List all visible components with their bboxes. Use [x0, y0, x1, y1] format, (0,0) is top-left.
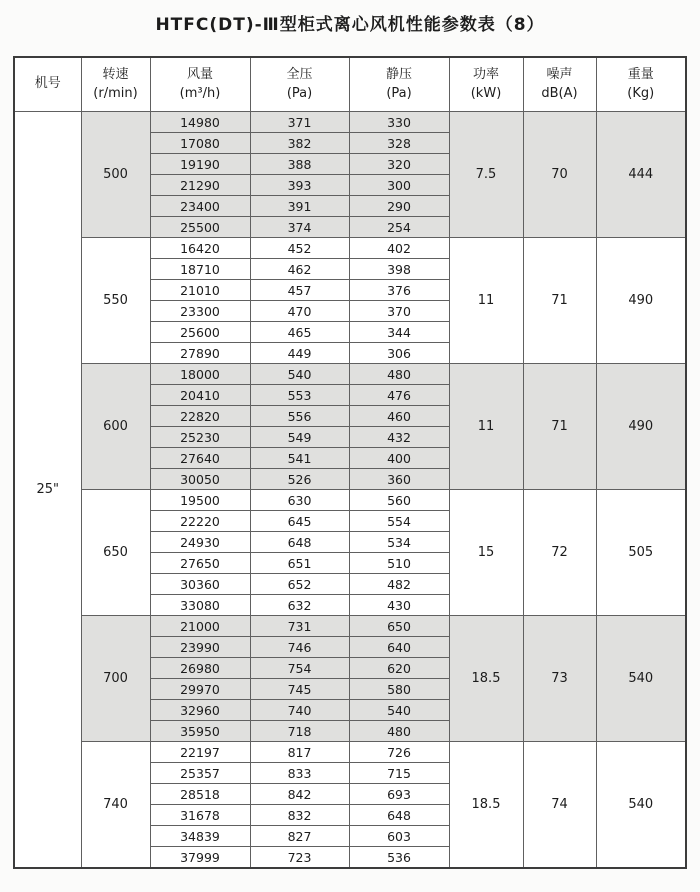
- weight-cell: 490: [596, 238, 686, 364]
- airflow-cell: 21290: [150, 175, 250, 196]
- total-pressure-cell: 553: [250, 385, 349, 406]
- airflow-cell: 18000: [150, 364, 250, 385]
- speed-cell: 650: [81, 490, 150, 616]
- total-pressure-cell: 731: [250, 616, 349, 637]
- power-cell: 15: [449, 490, 523, 616]
- static-pressure-cell: 330: [349, 112, 449, 133]
- airflow-cell: 19500: [150, 490, 250, 511]
- airflow-cell: 35950: [150, 721, 250, 742]
- power-cell: 7.5: [449, 112, 523, 238]
- noise-cell: 71: [523, 238, 596, 364]
- total-pressure-cell: 745: [250, 679, 349, 700]
- header-label: 机号: [34, 76, 61, 92]
- total-pressure-cell: 541: [250, 448, 349, 469]
- airflow-cell: 25357: [150, 763, 250, 784]
- airflow-cell: 22820: [150, 406, 250, 427]
- static-pressure-cell: 554: [349, 511, 449, 532]
- airflow-cell: 19190: [150, 154, 250, 175]
- total-pressure-cell: 827: [250, 826, 349, 847]
- static-pressure-cell: 398: [349, 259, 449, 280]
- static-pressure-cell: 480: [349, 721, 449, 742]
- total-pressure-cell: 723: [250, 847, 349, 869]
- airflow-cell: 26980: [150, 658, 250, 679]
- airflow-cell: 14980: [150, 112, 250, 133]
- total-pressure-cell: 648: [250, 532, 349, 553]
- airflow-cell: 33080: [150, 595, 250, 616]
- total-pressure-cell: 526: [250, 469, 349, 490]
- total-pressure-cell: 391: [250, 196, 349, 217]
- total-pressure-cell: 549: [250, 427, 349, 448]
- total-pressure-cell: 817: [250, 742, 349, 763]
- page-title: HTFC(DT)-Ⅲ型柜式离心风机性能参数表（8）: [155, 15, 545, 35]
- total-pressure-cell: 833: [250, 763, 349, 784]
- speed-cell: 550: [81, 238, 150, 364]
- static-pressure-cell: 328: [349, 133, 449, 154]
- static-pressure-cell: 476: [349, 385, 449, 406]
- total-pressure-cell: 388: [250, 154, 349, 175]
- weight-cell: 505: [596, 490, 686, 616]
- static-pressure-cell: 726: [349, 742, 449, 763]
- noise-cell: 72: [523, 490, 596, 616]
- table-row: [14, 238, 686, 259]
- airflow-cell: 20410: [150, 385, 250, 406]
- airflow-cell: 32960: [150, 700, 250, 721]
- col-header-total-pressure: [250, 57, 349, 112]
- static-pressure-cell: 430: [349, 595, 449, 616]
- power-cell: 11: [449, 238, 523, 364]
- static-pressure-cell: 432: [349, 427, 449, 448]
- airflow-cell: 25600: [150, 322, 250, 343]
- weight-cell: 444: [596, 112, 686, 238]
- static-pressure-cell: 534: [349, 532, 449, 553]
- header-label: 重量: [627, 67, 654, 83]
- total-pressure-cell: 393: [250, 175, 349, 196]
- weight-cell: 540: [596, 616, 686, 742]
- total-pressure-cell: 374: [250, 217, 349, 238]
- table-row: [14, 616, 686, 637]
- total-pressure-cell: 746: [250, 637, 349, 658]
- total-pressure-cell: 449: [250, 343, 349, 364]
- header-unit: dB(A): [541, 85, 578, 101]
- total-pressure-cell: 465: [250, 322, 349, 343]
- header-label: 全压: [286, 67, 313, 83]
- static-pressure-cell: 306: [349, 343, 449, 364]
- header-unit: (Pa): [386, 85, 412, 101]
- airflow-cell: 34839: [150, 826, 250, 847]
- static-pressure-cell: 640: [349, 637, 449, 658]
- static-pressure-cell: 650: [349, 616, 449, 637]
- table-row: [14, 112, 686, 133]
- static-pressure-cell: 620: [349, 658, 449, 679]
- airflow-cell: 17080: [150, 133, 250, 154]
- static-pressure-cell: 402: [349, 238, 449, 259]
- airflow-cell: 31678: [150, 805, 250, 826]
- static-pressure-cell: 460: [349, 406, 449, 427]
- static-pressure-cell: 648: [349, 805, 449, 826]
- total-pressure-cell: 382: [250, 133, 349, 154]
- airflow-cell: 16420: [150, 238, 250, 259]
- header-unit: (kW): [470, 85, 502, 101]
- header-label: 转速: [102, 67, 129, 83]
- static-pressure-cell: 482: [349, 574, 449, 595]
- noise-cell: 74: [523, 742, 596, 869]
- noise-cell: 73: [523, 616, 596, 742]
- total-pressure-cell: 754: [250, 658, 349, 679]
- static-pressure-cell: 480: [349, 364, 449, 385]
- total-pressure-cell: 462: [250, 259, 349, 280]
- noise-cell: 70: [523, 112, 596, 238]
- header-unit: (Pa): [286, 85, 313, 101]
- col-header-machine-no: [14, 57, 81, 112]
- airflow-cell: 22197: [150, 742, 250, 763]
- airflow-cell: 24930: [150, 532, 250, 553]
- power-cell: 18.5: [449, 616, 523, 742]
- col-header-speed: [81, 57, 150, 112]
- airflow-cell: 18710: [150, 259, 250, 280]
- airflow-cell: 29970: [150, 679, 250, 700]
- speed-cell: 700: [81, 616, 150, 742]
- static-pressure-cell: 510: [349, 553, 449, 574]
- col-header-weight: [596, 57, 686, 112]
- total-pressure-cell: 652: [250, 574, 349, 595]
- col-header-power: [449, 57, 523, 112]
- total-pressure-cell: 651: [250, 553, 349, 574]
- total-pressure-cell: 556: [250, 406, 349, 427]
- table-row: [14, 490, 686, 511]
- total-pressure-cell: 645: [250, 511, 349, 532]
- static-pressure-cell: 580: [349, 679, 449, 700]
- airflow-cell: 28518: [150, 784, 250, 805]
- total-pressure-cell: 832: [250, 805, 349, 826]
- total-pressure-cell: 740: [250, 700, 349, 721]
- machine-no-cell: 25": [14, 112, 81, 869]
- airflow-cell: 27640: [150, 448, 250, 469]
- total-pressure-cell: 718: [250, 721, 349, 742]
- static-pressure-cell: 376: [349, 280, 449, 301]
- speed-cell: 740: [81, 742, 150, 869]
- airflow-cell: 30360: [150, 574, 250, 595]
- static-pressure-cell: 290: [349, 196, 449, 217]
- header-unit: (Kg): [627, 85, 655, 101]
- power-cell: 11: [449, 364, 523, 490]
- header-row: [14, 57, 686, 112]
- header-label: 风量: [186, 67, 213, 83]
- weight-cell: 540: [596, 742, 686, 869]
- col-header-airflow: [150, 57, 250, 112]
- airflow-cell: 21000: [150, 616, 250, 637]
- static-pressure-cell: 693: [349, 784, 449, 805]
- total-pressure-cell: 457: [250, 280, 349, 301]
- header-unit: (m³/h): [179, 85, 221, 101]
- header-label: 噪声: [546, 67, 573, 83]
- table-row: [14, 742, 686, 763]
- total-pressure-cell: 540: [250, 364, 349, 385]
- airflow-cell: 22220: [150, 511, 250, 532]
- total-pressure-cell: 632: [250, 595, 349, 616]
- airflow-cell: 25500: [150, 217, 250, 238]
- table-row: [14, 364, 686, 385]
- static-pressure-cell: 603: [349, 826, 449, 847]
- total-pressure-cell: 630: [250, 490, 349, 511]
- static-pressure-cell: 536: [349, 847, 449, 869]
- airflow-cell: 23400: [150, 196, 250, 217]
- static-pressure-cell: 254: [349, 217, 449, 238]
- airflow-cell: 27650: [150, 553, 250, 574]
- speed-cell: 500: [81, 112, 150, 238]
- static-pressure-cell: 715: [349, 763, 449, 784]
- header-label: 静压: [385, 67, 412, 83]
- static-pressure-cell: 560: [349, 490, 449, 511]
- noise-cell: 71: [523, 364, 596, 490]
- static-pressure-cell: 360: [349, 469, 449, 490]
- speed-cell: 600: [81, 364, 150, 490]
- header-unit: (r/min): [93, 85, 138, 101]
- header-label: 功率: [472, 67, 499, 83]
- airflow-cell: 27890: [150, 343, 250, 364]
- static-pressure-cell: 320: [349, 154, 449, 175]
- total-pressure-cell: 842: [250, 784, 349, 805]
- airflow-cell: 23990: [150, 637, 250, 658]
- total-pressure-cell: 371: [250, 112, 349, 133]
- power-cell: 18.5: [449, 742, 523, 869]
- static-pressure-cell: 370: [349, 301, 449, 322]
- airflow-cell: 37999: [150, 847, 250, 869]
- col-header-noise: [523, 57, 596, 112]
- airflow-cell: 23300: [150, 301, 250, 322]
- airflow-cell: 30050: [150, 469, 250, 490]
- col-header-static-pressure: [349, 57, 449, 112]
- fan-performance-table: [13, 56, 687, 869]
- static-pressure-cell: 300: [349, 175, 449, 196]
- static-pressure-cell: 400: [349, 448, 449, 469]
- static-pressure-cell: 344: [349, 322, 449, 343]
- weight-cell: 490: [596, 364, 686, 490]
- airflow-cell: 25230: [150, 427, 250, 448]
- total-pressure-cell: 452: [250, 238, 349, 259]
- static-pressure-cell: 540: [349, 700, 449, 721]
- airflow-cell: 21010: [150, 280, 250, 301]
- total-pressure-cell: 470: [250, 301, 349, 322]
